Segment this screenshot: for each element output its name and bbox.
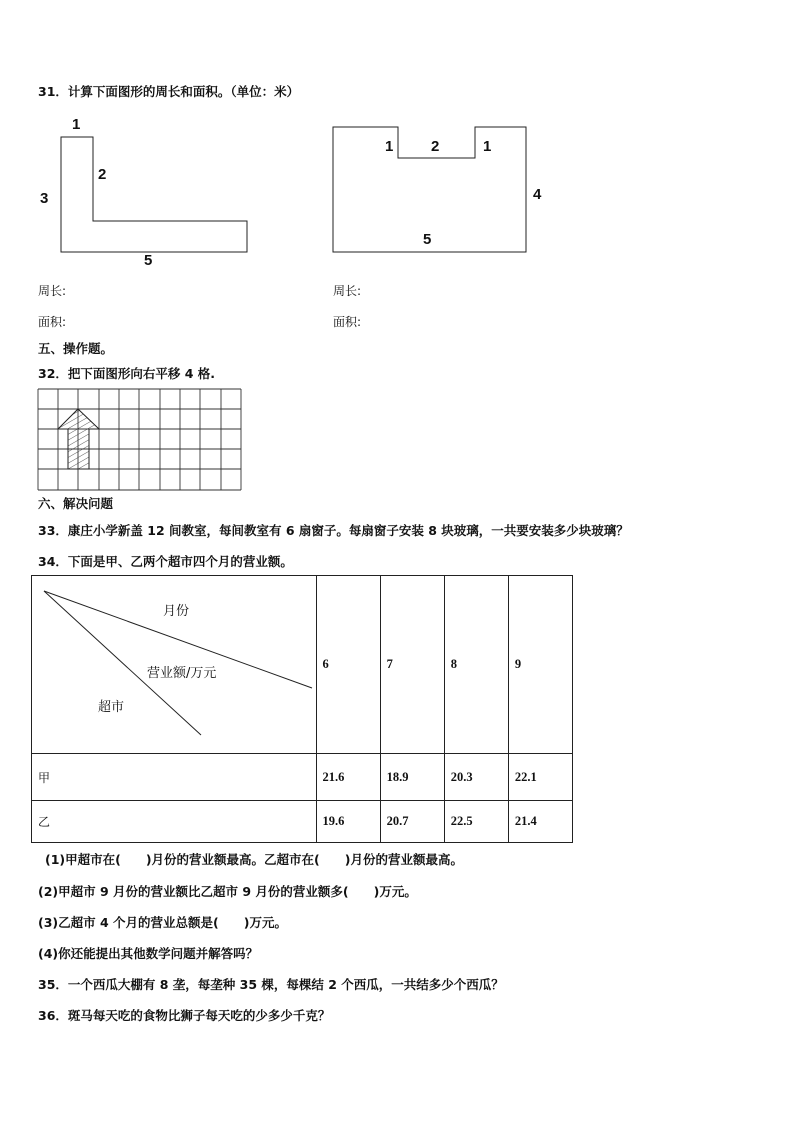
fig2-bottom-label: 5 (423, 231, 432, 248)
market-name: 乙 (32, 801, 317, 843)
table-cell: 21.4 (508, 801, 572, 843)
month-header: 7 (380, 576, 444, 754)
table-row (32, 801, 573, 843)
fig1-left-label: 3 (40, 190, 49, 207)
question-31-title: 31．计算下面图形的周长和面积。（单位：米） (38, 84, 300, 99)
question-35-text: 35．一个西瓜大棚有 8 垄，每垄种 35 棵，每棵结 2 个西瓜，一共结多少个西瓜？ (38, 977, 504, 992)
table-row (32, 754, 573, 801)
question-32-title: 32．把下面图形向右平移 4 格. (38, 366, 216, 381)
month-header: 6 (316, 576, 380, 754)
market-name: 甲 (32, 754, 317, 801)
fig2-notch-right-label: 1 (483, 138, 492, 155)
question-36-text: 36．斑马每天吃的食物比狮子每天吃的少多少千克？ (38, 1008, 331, 1023)
month-header: 9 (508, 576, 572, 754)
header-month-label: 月份 (163, 604, 190, 619)
fig2-notch-mid-label: 2 (431, 138, 440, 155)
fig2-right-label: 4 (533, 186, 542, 203)
arrow-shape (58, 409, 99, 469)
fig1-bottom-label: 5 (144, 252, 153, 269)
question-34-part-2: (2)甲超市 9 月份的营业额比乙超市 9 月份的营业额多( )万元。 (38, 884, 417, 899)
header-revenue-label: 营业额/万元 (147, 666, 217, 681)
table-cell: 20.7 (380, 801, 444, 843)
question-34-part-3: (3)乙超市 4 个月的营业总额是( )万元。 (38, 915, 287, 930)
table-cell: 22.5 (444, 801, 508, 843)
fig2-perimeter-label: 周长: (333, 284, 362, 298)
fig1-top-label: 1 (72, 116, 81, 133)
month-header: 8 (444, 576, 508, 754)
table-cell: 19.6 (316, 801, 380, 843)
l-shape-figure (61, 137, 247, 252)
section-5-heading: 五、操作题。 (38, 341, 114, 356)
question-33-text: 33．康庄小学新盖 12 间教室，每间教室有 6 扇窗子。每扇窗子安装 8 块玻璃，一共要安装多少块玻璃？ (38, 523, 629, 538)
question-34-part-1: (1)甲超市在( )月份的营业额最高。乙超市在( )月份的营业额最高。 (45, 852, 463, 867)
question-34-title: 34．下面是甲、乙两个超市四个月的营业额。 (38, 554, 293, 569)
fig2-area-label: 面积: (333, 315, 362, 329)
table-cell: 18.9 (380, 754, 444, 801)
table-cell: 20.3 (444, 754, 508, 801)
fig1-area-label: 面积: (38, 315, 67, 329)
section-6-heading: 六、解决问题 (38, 496, 114, 511)
table-cell: 22.1 (508, 754, 572, 801)
fig1-perimeter-label: 周长: (38, 284, 67, 298)
question-34-part-4: (4)你还能提出其他数学问题并解答吗？ (38, 946, 259, 961)
table-cell: 21.6 (316, 754, 380, 801)
fig2-notch-left-label: 1 (385, 138, 394, 155)
header-market-label: 超市 (98, 700, 125, 715)
table-header-row (32, 576, 573, 754)
fig1-inner-label: 2 (98, 166, 107, 183)
